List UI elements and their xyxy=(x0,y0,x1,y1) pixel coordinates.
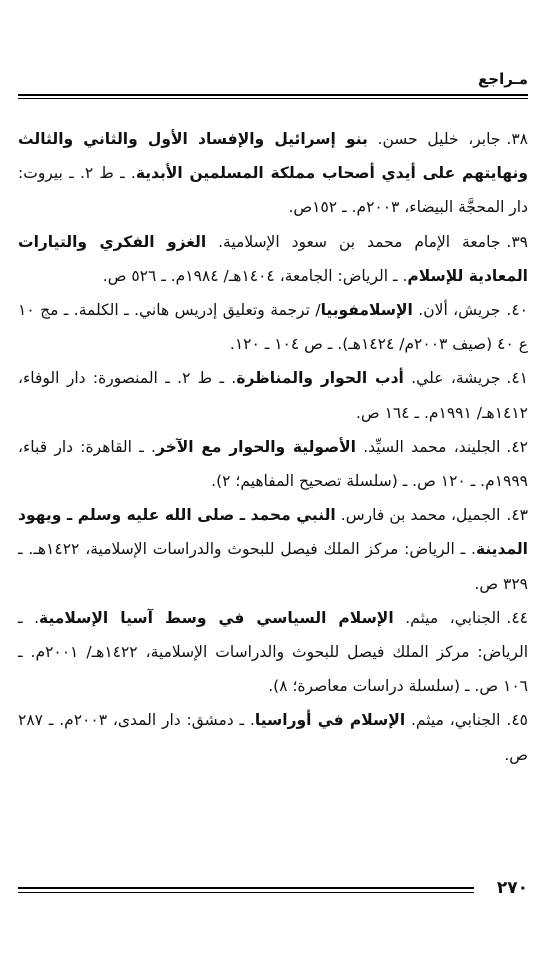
entry-author: الجنابي، ميثم. xyxy=(405,711,501,730)
reference-entry xyxy=(18,601,528,704)
entry-publication: . ـ الرياض: مركز الملك فيصل للبحوث والدراسات الإسلامية، ١٤٢٢هـ. ـ ٣٢٩ ص. xyxy=(18,540,528,593)
entry-number: ٤٣. xyxy=(506,506,528,525)
entry-author: جامعة الإمام محمد بن سعود الإسلامية. xyxy=(206,232,501,251)
reference-entry xyxy=(18,122,528,225)
page-number: ٢٧٠ xyxy=(496,878,528,898)
entry-number: ٣٨. xyxy=(506,130,528,148)
entry-number: ٤٢. xyxy=(506,437,528,456)
entry-title: الأصولية والحوار مع الآخر xyxy=(155,437,356,456)
entry-number: ٤٥. xyxy=(506,711,528,730)
footer-rule-thick xyxy=(18,887,474,889)
entry-author: جريشة، علي. xyxy=(403,369,501,388)
entry-publication: . ـ الرياض: الجامعة، ١٤٠٤هـ/ ١٩٨٤م. ـ ٥٢٦ ص. xyxy=(102,266,408,285)
entry-publication: . ـ القاهرة: دار قباء، ١٩٩٩م. ـ ١٢٠ ص. ـ (سلسلة تصحيح المفاهيم؛ ٢). xyxy=(18,437,528,491)
entry-author: الجميل، محمد بن فارس. xyxy=(335,506,501,525)
reference-entry xyxy=(18,225,528,293)
entry-publication: . ـ دمشق: دار المدى، ٢٠٠٣م. ـ ٢٨٧ ص. xyxy=(18,711,528,764)
entry-author: الجنابي، ميثم. xyxy=(393,608,501,627)
references-list xyxy=(18,122,528,772)
entry-title: النبي محمد ـ صلى الله عليه وسلم ـ ويهود المدينة xyxy=(18,506,528,559)
running-header-title: مـراجع xyxy=(478,70,528,88)
reference-entry xyxy=(18,703,528,771)
reference-entry xyxy=(18,361,528,429)
reference-entry xyxy=(18,498,528,601)
entry-publication: . ـ ط ٢. ـ بيروت: دار المحجَّة البيضاء، ٢٠٠٣م. ـ ١٥٢ص. xyxy=(18,164,528,217)
entry-author: جابر، خليل حسن. xyxy=(367,130,501,148)
entry-title: بنو إسرائيل والإفساد الأول والثاني والثالث ونهايتهم على أيدي أصحاب مملكة المسلمين الأبدية xyxy=(18,130,528,183)
entry-title: الإسلام في أوراسيا xyxy=(254,711,406,730)
entry-publication: . ـ ط ٢. ـ المنصورة: دار الوفاء، ١٤١٢هـ/ ١٩٩١م. ـ ١٦٤ ص. xyxy=(18,369,528,422)
entry-number: ٤٤. xyxy=(506,608,528,627)
entry-number: ٣٩. xyxy=(506,232,529,251)
entry-title: الإسلامفوبيا xyxy=(320,301,413,320)
page-footer xyxy=(18,876,528,906)
page-header xyxy=(18,70,528,94)
reference-entry xyxy=(18,293,528,361)
reference-entry xyxy=(18,430,528,498)
footer-rule-thin xyxy=(18,892,474,893)
entry-publication: / ترجمة وتعليق إدريس هاني. ـ الكلمة. ـ مج ١٠ ع ٤٠ (صيف ٢٠٠٣م/ ١٤٢٤هـ). ـ ص ١٠٤ ـ ١٢٠. xyxy=(18,301,528,354)
entry-title: الغزو الفكري والتيارات المعادية للإسلام xyxy=(18,232,528,285)
header-rule-thick xyxy=(18,94,528,96)
entry-author: جريش، ألان. xyxy=(412,301,501,320)
entry-author: الجليند، محمد السيِّد. xyxy=(355,437,501,456)
entry-title: أدب الحوار والمناظرة xyxy=(236,369,404,388)
entry-number: ٤١. xyxy=(506,369,529,388)
entry-publication: . ـ الرياض: مركز الملك فيصل للبحوث والدراسات الإسلامية، ١٤٢٢هـ/ ٢٠٠١م. ـ ١٠٦ ص. ـ (سلسلة دراسات معاصرة؛ ٨). xyxy=(18,608,528,696)
header-rule-thin xyxy=(18,98,528,99)
entry-title: الإسلام السياسي في وسط آسيا الإسلامية xyxy=(39,608,394,627)
entry-number: ٤٠. xyxy=(506,301,528,320)
